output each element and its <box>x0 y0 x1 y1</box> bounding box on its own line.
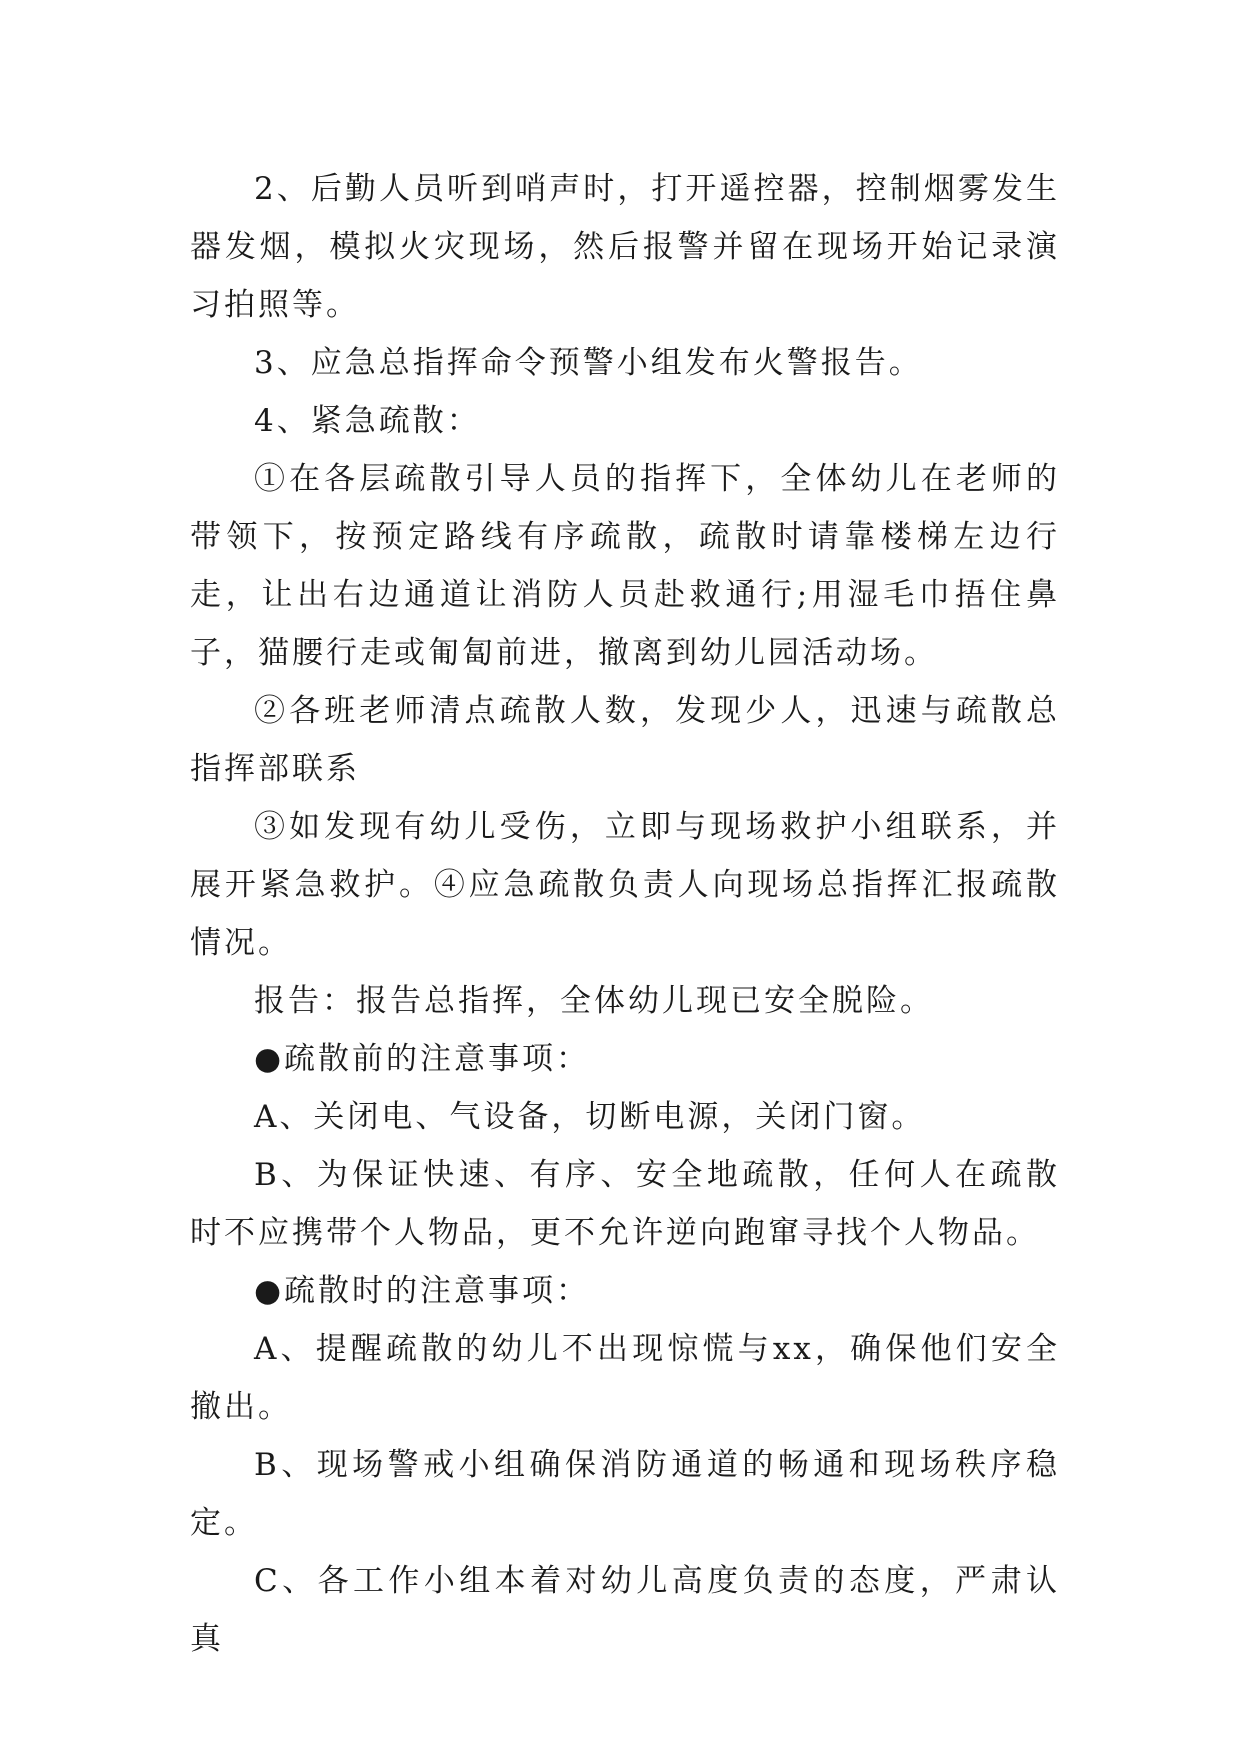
paragraph-report: 报告：报告总指挥，全体幼儿现已安全脱险。 <box>254 983 934 1019</box>
paragraph-rear-staff: 2、后勤人员听到哨声时，打开遥控器，控制烟雾发生器发烟，模拟火灾现场，然后报警并留在现场开始记录演习拍照等。 <box>190 171 1060 323</box>
paragraph-before-a: A、关闭电、气设备，切断电源，关闭门窗。 <box>254 1099 926 1135</box>
paragraph-during-c: C、各工作小组本着对幼儿高度负责的态度，严肃认真 <box>190 1563 1060 1657</box>
paragraph-evacuation-route: ①在各层疏散引导人员的指挥下，全体幼儿在老师的带领下，按预定路线有序疏散，疏散时请靠楼梯左边行走，让出右边通道让消防人员赴救通行;用湿毛巾捂住鼻子，猫腰行走或匍匐前进，撤离到幼儿园活动场。 <box>190 461 1060 671</box>
paragraph-before-b: B、为保证快速、有序、安全地疏散，任何人在疏散时不应携带个人物品，更不允许逆向跑窜寻找个人物品。 <box>190 1157 1060 1251</box>
heading-during-evacuation: ●疏散时的注意事项： <box>254 1273 591 1309</box>
paragraph-headcount: ②各班老师清点疏散人数，发现少人，迅速与疏散总指挥部联系 <box>190 693 1060 787</box>
paragraph-during-b: B、现场警戒小组确保消防通道的畅通和现场秩序稳定。 <box>190 1447 1060 1541</box>
paragraph-injury-rescue: ③如发现有幼儿受伤，立即与现场救护小组联系，并展开紧急救护。④应急疏散负责人向现场总指挥汇报疏散情况。 <box>190 809 1060 961</box>
paragraph-emergency-evacuation: 4、紧急疏散： <box>254 403 481 439</box>
paragraph-fire-alarm-report: 3、应急总指挥命令预警小组发布火警报告。 <box>254 345 923 381</box>
heading-before-evacuation: ●疏散前的注意事项： <box>254 1041 591 1077</box>
document-body <box>190 160 1060 1668</box>
paragraph-during-a: A、提醒疏散的幼儿不出现惊慌与xx，确保他们安全撤出。 <box>190 1331 1060 1425</box>
